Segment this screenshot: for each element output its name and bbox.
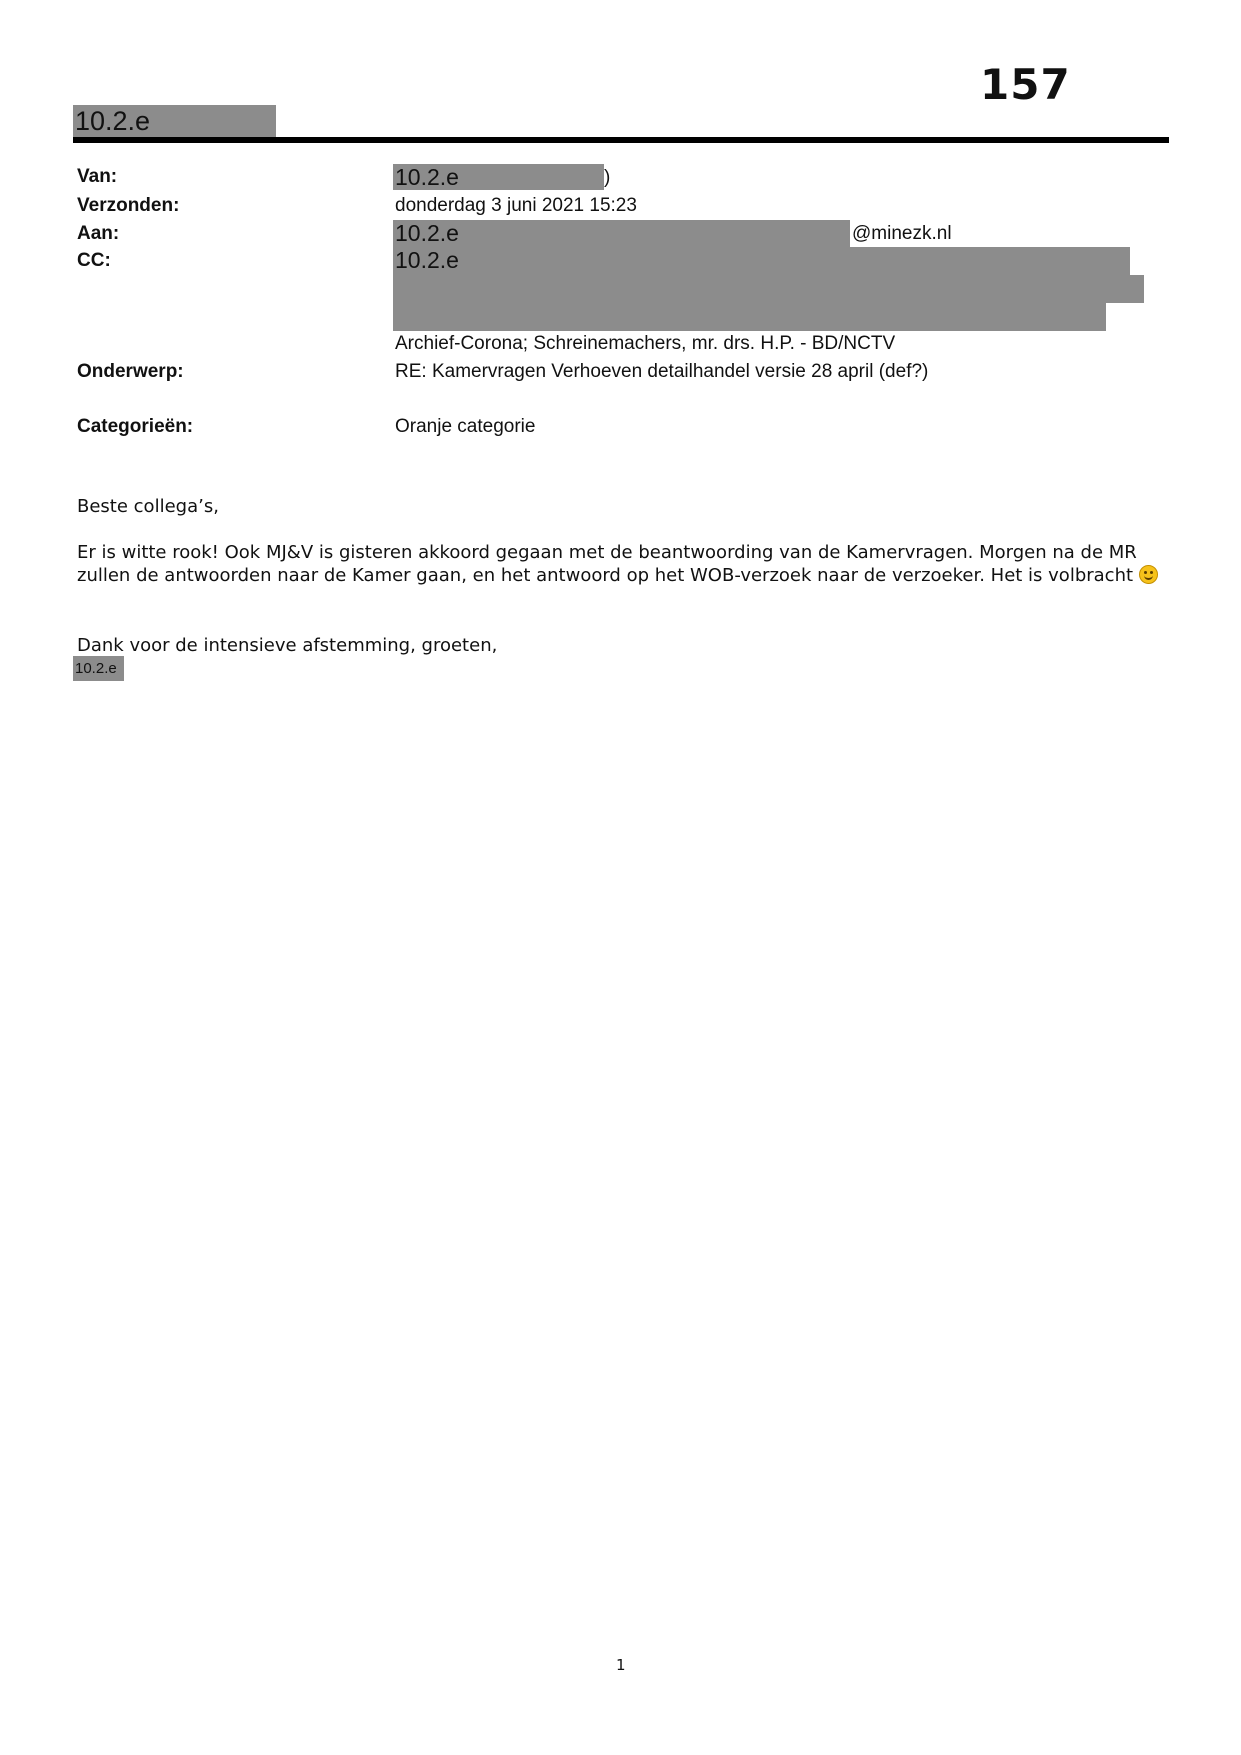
cc-redaction-block-2 <box>393 275 1144 303</box>
cc-label: CC: <box>77 250 111 271</box>
cc-redaction: 10.2.e <box>393 247 1130 275</box>
signature-redaction: 10.2.e <box>73 656 124 681</box>
email-paragraph-text: Er is witte rook! Ook MJ&V is gisteren akkoord gegaan met de beantwoording van de Kamervragen. Morgen na de MR zullen de antwoorden naar de Kamer gaan, en het antwoord op het WOB-verzoek naar de verzoeker. Het is volbracht <box>77 542 1137 586</box>
aan-label: Aan: <box>77 223 120 244</box>
van-redaction: 10.2.e <box>393 164 604 190</box>
header-rule <box>73 137 1169 143</box>
onderwerp-value: RE: Kamervragen Verhoeven detailhandel versie 28 april (def?) <box>395 361 929 382</box>
van-suffix: ) <box>604 167 611 188</box>
onderwerp-label: Onderwerp: <box>77 361 184 382</box>
cc-continuation: Archief-Corona; Schreinemachers, mr. drs. H.P. - BD/NCTV <box>395 333 896 354</box>
page-number: 1 <box>616 1656 626 1674</box>
verzonden-label: Verzonden: <box>77 195 180 216</box>
email-closing: Dank voor de intensieve afstemming, groeten, <box>77 635 498 656</box>
email-greeting: Beste collega’s, <box>77 496 219 517</box>
verzonden-value: donderdag 3 juni 2021 15:23 <box>395 195 637 216</box>
smiley-icon <box>1139 565 1158 584</box>
email-paragraph <box>77 541 1167 587</box>
cc-redaction-block-3 <box>393 303 1106 331</box>
document-number: 157 <box>980 60 1071 109</box>
aan-suffix: @minezk.nl <box>852 223 952 244</box>
header-redaction: 10.2.e <box>73 105 276 137</box>
categorieen-value: Oranje categorie <box>395 416 536 437</box>
categorieen-label: Categorieën: <box>77 416 194 437</box>
van-label: Van: <box>77 166 118 187</box>
aan-redaction: 10.2.e <box>393 220 850 247</box>
